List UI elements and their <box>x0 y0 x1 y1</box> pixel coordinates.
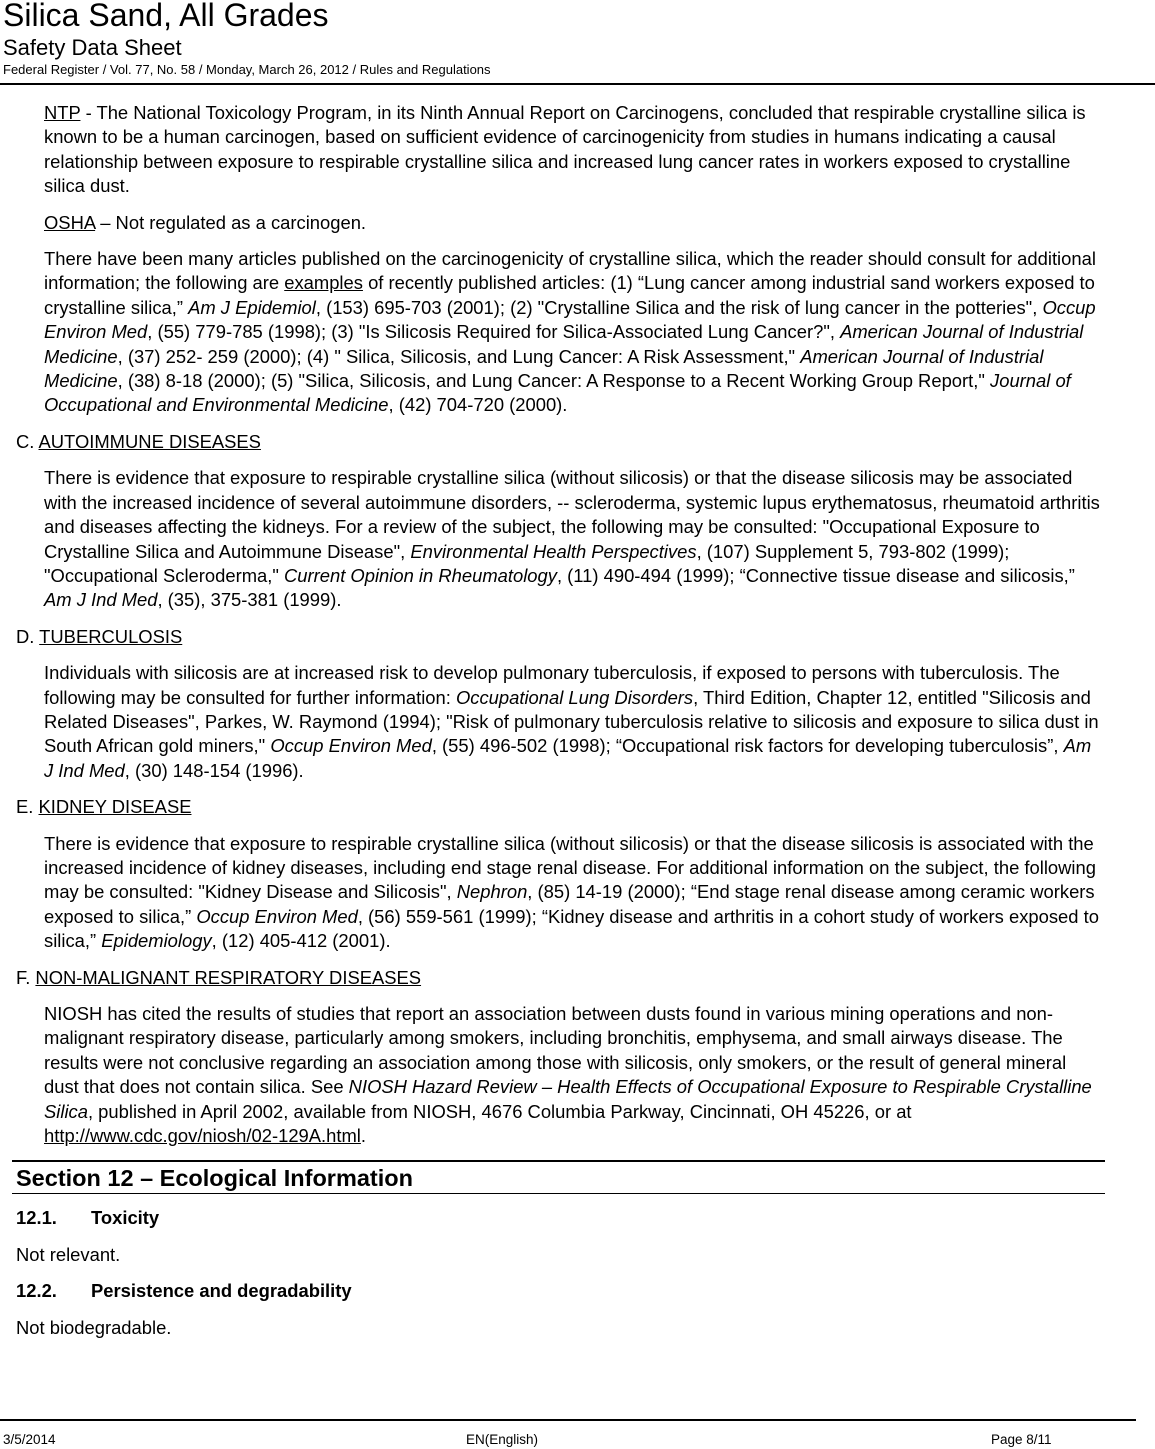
subsection-12-2-heading: 12.2. Persistence and degradability <box>16 1280 352 1302</box>
footer-language: EN(English) <box>466 1432 539 1447</box>
footer-page-number: Page 8/11 <box>991 1432 1052 1447</box>
osha-paragraph: OSHA – Not regulated as a carcinogen. <box>44 211 367 233</box>
tuberculosis-paragraph: Individuals with silicosis are at increased risk to develop pulmonary tuberculosis, if exposed to persons with tuberculosis. The following may be consulted for further information: Occupational Lung Disorders, Third Edition, Chapter 12, entitled "Silicosis and Related Diseases", Parkes, W. Raymond (1994); "Risk of pulmonary tuberculosis relative to silicosis and exposure to silica dust in South African gold miners," Occup Environ Med, (55) 496-502 (1998); “Occupational risk factors for developing tuberculosis”, Am J Ind Med, (30) 148-154 (1996). <box>44 662 1099 781</box>
ntp-paragraph: NTP - The National Toxicology Program, in its Ninth Annual Report on Carcinogens, concluded that respirable crystalline silica is known to be a human carcinogen, based on sufficient evidence of carcinogenicity from studies in humans indicating a causal relationship between exposure to respirable crystalline silica and increased lung cancer rates in workers exposed to crystalline silica dust. <box>44 102 1086 197</box>
kidney-heading: E. KIDNEY DISEASE <box>16 796 192 818</box>
header-divider <box>0 83 1155 85</box>
section-12-title: Section 12 – Ecological Information <box>12 1160 1105 1194</box>
nonmalignant-heading: F. NON-MALIGNANT RESPIRATORY DISEASES <box>16 966 422 988</box>
document-title: Silica Sand, All Grades <box>3 0 329 33</box>
nonmalignant-paragraph: NIOSH has cited the results of studies that report an association between dusts found in various mining operations and non-malignant respiratory disease, particularly among smokers, including bronchitis, emphysema, and small airways disease. The results were not conclusive regarding an association among those with silicosis, only smokers, or the result of general mineral dust that does not contain silica. See NIOSH Hazard Review – Health Effects of Occupational Exposure to Respirable Crystalline Silica, published in April 2002, available from NIOSH, 4676 Columbia Parkway, Cincinnati, OH 45226, or at http://www.cdc.gov/niosh/02-129A.html. <box>44 1003 1092 1147</box>
footer-divider <box>0 1419 1136 1421</box>
osha-label: OSHA <box>44 211 96 233</box>
examples-link: examples <box>284 272 363 294</box>
niosh-link[interactable]: http://www.cdc.gov/niosh/02-129A.html <box>44 1125 361 1147</box>
document-body <box>0 101 1155 1352</box>
tuberculosis-heading: D. TUBERCULOSIS <box>16 625 183 647</box>
autoimmune-heading: C. AUTOIMMUNE DISEASES <box>16 430 261 452</box>
subsection-12-2-text: Not biodegradable. <box>16 1316 172 1338</box>
autoimmune-paragraph: There is evidence that exposure to respirable crystalline silica (without silicosis) or that the disease silicosis may be associated with the increased incidence of several autoimmune disorders, -- scleroderma, systemic lupus erythematosus, rheumatoid arthritis and diseases affecting the kidneys. For a review of the subject, the following may be consulted: "Occupational Exposure to Crystalline Silica and Autoimmune Disease", Environmental Health Perspectives, (107) Supplement 5, 793-802 (1999); "Occupational Scleroderma," Current Opinion in Rheumatology, (11) 490-494 (1999); “Connective tissue disease and silicosis,” Am J Ind Med, (35), 375-381 (1999). <box>44 467 1100 611</box>
footer-date: 3/5/2014 <box>3 1432 56 1447</box>
articles-paragraph: There have been many articles published on the carcinogenicity of crystalline silica, which the reader should consult for additional information; the following are examples of recently published articles: (1) “Lung cancer among industrial sand workers exposed to crystalline silica,” Am J Epidemiol, (153) 695-703 (2001); (2) "Crystalline Silica and the risk of lung cancer in the potteries", Occup Environ Med, (55) 779-785 (1998); (3) "Is Silicosis Required for Silica-Associated Lung Cancer?", American Journal of Industrial Medicine, (37) 252- 259 (2000); (4) " Silica, Silicosis, and Lung Cancer: A Risk Assessment," American Journal of Industrial Medicine, (38) 8-18 (2000); (5) "Silica, Silicosis, and Lung Cancer: A Response to a Recent Working Group Report," Journal of Occupational and Environmental Medicine, (42) 704-720 (2000). <box>44 248 1096 416</box>
kidney-paragraph: There is evidence that exposure to respirable crystalline silica (without silicosis) or that the disease silicosis is associated with the increased incidence of kidney diseases, including end stage renal disease. For additional information on the subject, the following may be consulted: "Kidney Disease and Silicosis", Nephron, (85) 14-19 (2000); “End stage renal disease among ceramic workers exposed to silica,” Occup Environ Med, (56) 559-561 (1999); “Kidney disease and arthritis in a cohort study of workers exposed to silica,” Epidemiology, (12) 405-412 (2001). <box>44 832 1099 952</box>
subsection-12-1-text: Not relevant. <box>16 1243 121 1265</box>
subsection-12-1-heading: 12.1. Toxicity <box>16 1207 160 1229</box>
ntp-label: NTP <box>44 102 81 123</box>
document-subtitle: Safety Data Sheet <box>3 35 182 60</box>
federal-register-line: Federal Register / Vol. 77, No. 58 / Monday, March 26, 2012 / Rules and Regulations <box>3 62 491 77</box>
